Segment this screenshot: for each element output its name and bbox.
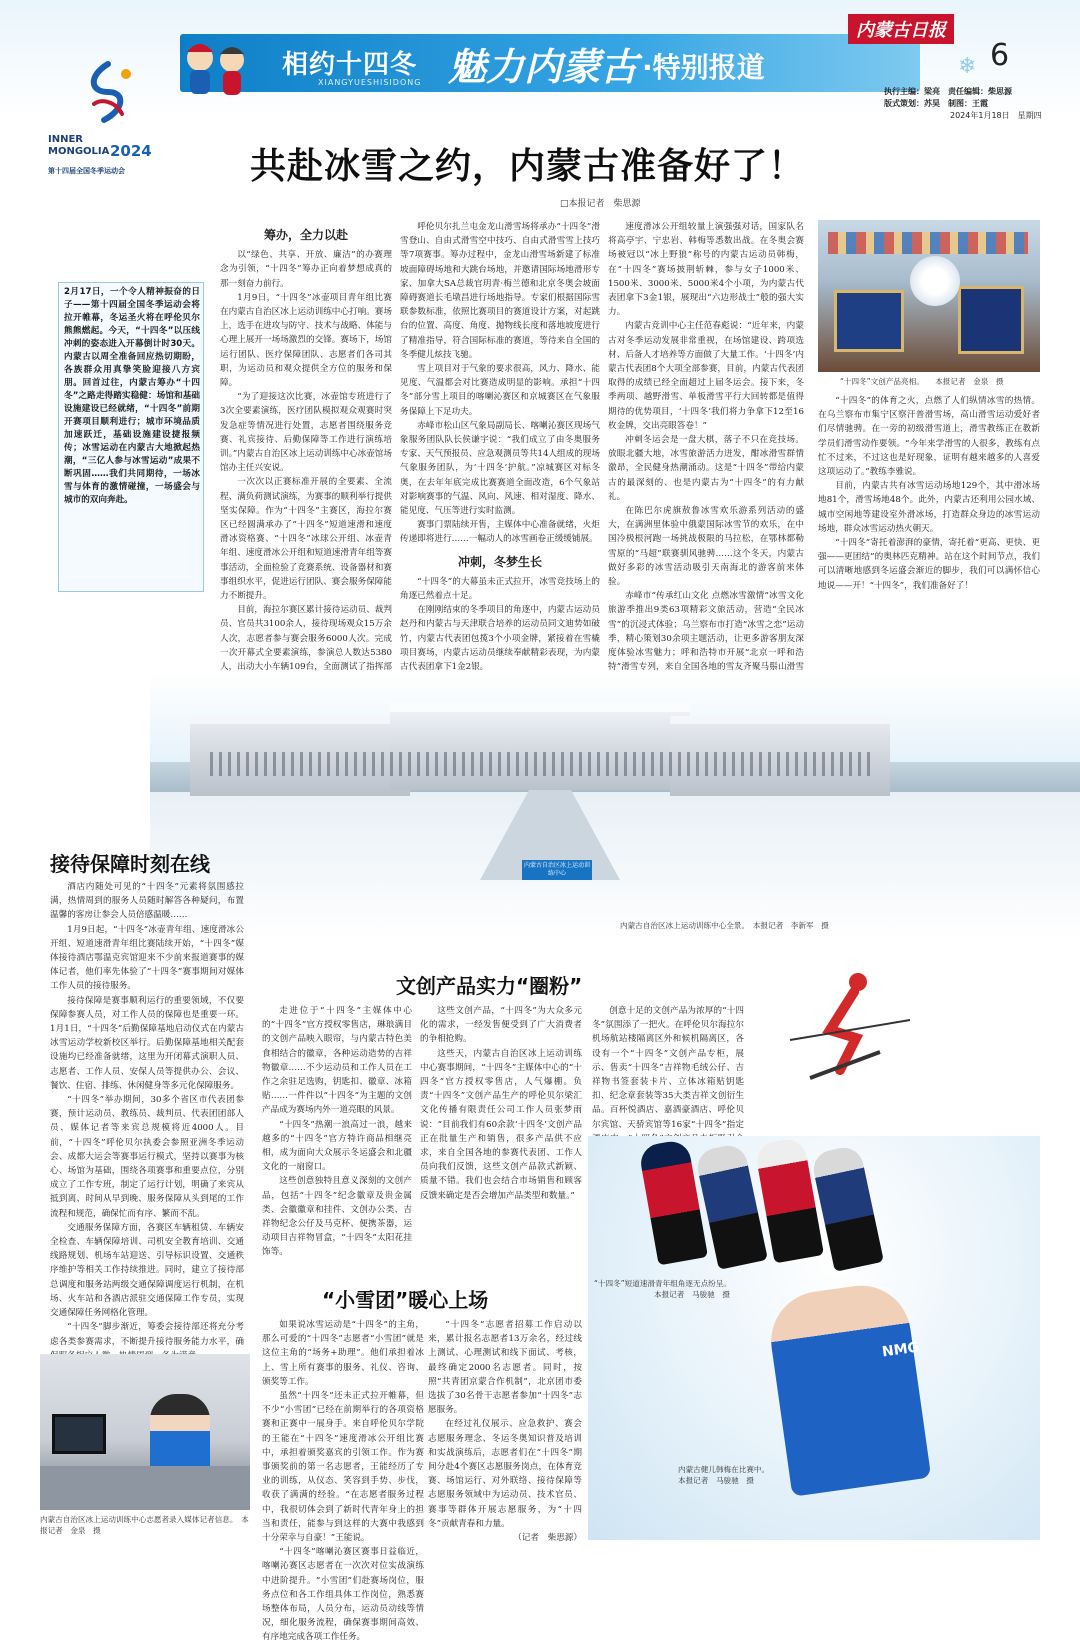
paragraph: 虽然“十四冬”还未正式拉开帷幕，但不少“小雪团”已经在前期举行的各项资格赛和正赛中一展身手。来自呼伦贝尔学院的王能在“十四冬”速度滑冰公开组比赛中，承担着颁奖嘉宾的引领工作。作为赛事颁奖前的第一名志愿者，王能经历了专业的训练，从仪态、笑容到手势、步伐，收获了满满的经验。“在志愿者服务过程中，我很切体会到了新时代青年身上的担当和责任，能参与到这样的大赛中我感到十分荣幸与自豪！”王能说。 <box>262 1391 424 1544</box>
paragraph: 雪上项目对于气象的要求很高，风力、降水、能见度、气温都会对比赛造成明显的影响。承担“十四冬”部分雪上项目的喀喇沁赛区和京城赛区在气象服务保障上下足功夫。 <box>400 364 600 417</box>
paragraph: 创意十足的文创产品为浓厚的“十四冬”氛围添了一把火。在呼伦贝尔海拉尔机场航站楼隔离区外和候机隔离区，各设有一个“十四冬”文创产品专柜，展示、售卖“十四冬”吉祥物毛绒公仔、吉祥物书签套装卡片、立体冰箱贴钥匙扣、纪念章套装等35大类吉祥文创衍生品。百杯悦酒店、嘉酒豪酒店、呼伦贝尔宾馆、天骄宾馆等16家“十四冬”指定 <box>592 1006 744 1130</box>
creative-column-2 <box>420 1004 582 1272</box>
snowflake-icon: ❄ <box>958 54 977 79</box>
volunteer-photo <box>40 1354 250 1510</box>
snowglobe-ornament <box>910 256 960 306</box>
skaters-credit-1: 本报记者 马骏驰 摄 <box>654 1290 730 1299</box>
main-byline: □本报记者 柴思源 <box>560 199 641 209</box>
paragraph: 目前，海拉尔赛区累计接待运动员、裁判员、官员共3100余人，接待现场观众15万余人次，志愿者参与赛会服务6000人次。完成一次开幕式全要素演练，参演总人数达5380人，出动大小车辆109台，全面测试了指挥部 <box>220 605 392 673</box>
paragraph: “十四冬”举办期间，30多个省区市代表团参赛，预计运动员、教练员、裁判员、代表团团部人员、媒体记者等来宾总规模将近4000人。目前，“十四冬”呼伦贝尔执委会参照亚洲冬季运动会、成都大运会等赛事运行模式，坚持以赛事为核心、场馆为基础，围绕各项赛事和重要点位，分别成立了工作专班，制定了运行计划，明确了来宾从抵到离、时间从早到晚、服务保障从头到尾的工作流程和规范，确保忙而有序、繁而不乱。 <box>50 1095 244 1219</box>
column-special: ·特别报道 <box>642 51 765 84</box>
paragraph: “十四冬”脚步渐近，筹委会接待部还将充分考虑各类参赛需求，不断提升接待服务能力水平，确 <box>50 1322 244 1347</box>
desk <box>40 1466 250 1510</box>
article-column-2 <box>400 220 600 673</box>
venue-caption: 内蒙古自治区冰上运动训练中心全景。 本报记者 李新军 摄 <box>620 921 829 930</box>
snow-title: “小雪团”暖心上场 <box>322 1288 489 1312</box>
paragraph: 在经过礼仪展示、应急救护、赛会志愿服务理念、冬运冬奥知识普及培训和实战演练后，志愿者们在“十四冬”期间分赴4个赛区志愿服务岗点，在体育竞赛、场馆运行、对外联络、接待保障等志愿服务领域中为运动员、技术官员、赛事等群体开展志愿服务，为“十四冬”贡献青春和力量。 <box>428 1419 582 1529</box>
logo-event-name: 第十四届全国冬季运动会 <box>48 167 125 175</box>
paragraph: 速度滑冰公开组较量上演强强对话，国家队名将高亭宇、宁忠岩、韩梅等悉数出战。在冬奥会赛场被冠以“冰上野狼”称号的内蒙古运动员韩梅，在“十四冬”赛场披荆斩棘，参与女子1000米、1500米、3000米、5000米4个小项，为内蒙古代表团拿下3金1银，展现出“六边形战士”般的强大实力。 <box>608 222 804 318</box>
snow-column-1 <box>262 1318 424 1643</box>
credits-design: 版式策划：苏昊 制图：王霞 <box>884 99 988 108</box>
skier-illustration <box>770 960 920 1100</box>
skater-suit-text: NMG <box>881 1339 921 1361</box>
service-title: 接待保障时刻在线 <box>50 852 210 876</box>
page-number: 6 <box>990 38 1010 73</box>
paragraph: 赛事门票陆续开售，主媒体中心准备就绪，火炬传递即将进行……一幅动人的冰雪画卷正缓缓铺展。 <box>400 520 600 545</box>
article-column-4 <box>818 394 1040 664</box>
service-text <box>50 880 244 1348</box>
mascot-illustration <box>180 38 252 98</box>
gift-box-right <box>958 286 1024 354</box>
skaters-caption-2: 内蒙古健儿韩梅在比赛中。 <box>678 1465 770 1474</box>
caption-box-1 <box>594 1278 794 1300</box>
paragraph: 这些文创产品，“十四冬”为大众多元化的需求，一经发售便受到了广大消费者的争相抢购。 <box>420 1006 582 1045</box>
souvenir-caption: “十四冬”文创产品亮相。 本报记者 金泉 摄 <box>840 377 1004 386</box>
credits-editors: 执行主编：梁亮 责任编辑：柴思源 <box>884 87 1012 96</box>
paragraph: 在陈巴尔虎旗敖鲁冰雪欢乐游系列活动的盛大，在满洲里体验中俄蒙国际冰雪节的欢乐，在中国冷极根河跑一场挑战极限的马拉松，在鄂林都勒雪原的“马超”联赛驯风驰骋……这个冬天，内蒙古做好多彩的冰雪活动吸引天南海北的游客前来体验。 <box>608 506 804 588</box>
paragraph: 冲刺冬运会是一盘大棋，落子不只在竞技场。放眼北疆大地，冰雪旅游活力迸发，酣冰滑雪群情激昂，全民健身热潮涌动。这是“十四冬”带给内蒙古的最深刻的、也是内蒙古为“十四冬”的有力献礼。 <box>608 435 804 502</box>
creative-title: 文创产品实力“圈粉” <box>396 974 583 998</box>
section-1-title: 筹办，全力以赴 <box>263 228 348 242</box>
paragraph: 以“绿色、共享、开放、廉洁”的办赛理念为引领，“十四冬”筹办正向着梦想成真的那一刻奋力前行。 <box>220 250 392 289</box>
paragraph: 交通服务保障方面，各赛区车辆租赁、车辆安全检查、车辆保障培训、司机安全教育培训、交通线路规划、机场车站迎送、引导标识设置、交通秩序维护等相关工作持续推进。同时，建立了接待部总调度和服务站两级交通保障调度运行机制，在机场、火车站和各酒店派驻交通保障工作专员，实现交通保障任务网格化管理。 <box>50 1222 244 1319</box>
paragraph: 内蒙古竞训中心主任范春彪说：“近年来，内蒙古对冬季运动发展非常重视，在场馆建设、跨项选材、后备人才培养等方面做了大量工作。‘十四冬’内蒙古代表团8个大项全部参赛，目前，内蒙古代表团取得的成绩已经全面超过上届冬运会。接下来，冬季两项、越野滑雪、单板滑雪平行大回转都是值得期待的优势项目，‘十四冬’我们将力争拿下12至16枚金牌，交出亮眼答卷！” <box>608 321 804 431</box>
mascot-icon <box>180 38 252 98</box>
main-headline: 共赴冰雪之约，内蒙古准备好了！ <box>250 146 806 187</box>
logo-text-inner: INNER <box>48 134 83 145</box>
volunteer-caption: 内蒙古自治区冰上运动训练中心志愿者录入媒体记者信息。 本报记者 金泉 摄 <box>40 1515 249 1535</box>
paragraph: 赤峰市松山区气象局副局长、喀喇沁赛区现场气象服务团队队长侯谦宇说：“我们成立了由冬奥服务专家、天气预报员、应急观测员等共14人组成的现场气象服务团队，为‘十四冬’护航。”凉城赛区对标冬奥，在去年年底完成比赛赛道全面改造，6个气象站对影响赛事的气温、风向、风速、相对湿度、降水、能见度、气压等进行实时监测。 <box>400 420 600 517</box>
venue-building-center <box>390 702 690 790</box>
paragraph: 呼伦贝尔扎兰屯金龙山滑雪场将承办“十四冬”滑雪登山、自由式滑雪空中技巧、自由式滑雪雪上技巧等7项赛事。筹办过程中，金龙山滑雪场新建了标准坡面障碍场地和大跳台场地，并邀请国际场地滑形专家、加拿大SA总裁官玥青·梅兰德和北京冬奥会坡面障碍赛道长毛墩昌进行场地指导。专家们根据国际雪联参数标准，依照比赛项目的赛道设计方案，对起跳台的位置、高度、角度、抛物线长度和落地坡度进行了精准指导，符合国际标准的赛道，等待来自全国的冬季健儿炫技飞驰。 <box>400 222 600 360</box>
paragraph: 赤峰市“传承红山文化 点燃冰雪激情”冰雪文化旅游季推出9类63项精彩文旅活动，营造“全民冰雪”的沉浸式体验；乌兰察布市打造“冰雪之恋”运动季，精心策划30余项主题活动，让更多游客朋友深度体验冰雪魅力；呼和浩特市开展“北京一呼和浩特”滑雪专列，来自全国各地的雪友齐聚马鬃山滑雪 <box>608 591 804 673</box>
paragraph: “十四冬”寄托着澎湃的豪情，寄托着“更高、更快、更强——更团结”的奥林匹克精神。站在这个时间节点，我们可以清晰地感到冬运盛会渐近的脚步，我们可以满怀信心地说——开！“十四冬”，我们准备好了！ <box>818 538 1040 591</box>
paragraph: “十四冬”志愿者招募工作启动以来，累计报名志愿者13万余名，经过线上测试、心理测试和线下面试、考核，最终确定2000名志愿者。同时，按照“共青团京蒙合作机制”，北京团市委选拔了30名骨干志愿者参加“十四冬”志愿服务。 <box>428 1320 582 1416</box>
paragraph: “十四冬”的体育之火，点燃了人们纵情冰雪的热情。在乌兰察布市集宁区察汗普滑雪场，高山滑雪运动爱好者们尽情驰骋。在一旁的初级滑雪道上，滑雪教练正在教新学员们滑雪动作要领。“今年来学滑雪的人很多，教练有点忙不过来，不过这也是好现象，证明有越来越多的人喜爱这项运动了。”教练李雅说。 <box>818 396 1040 478</box>
creative-column-1 <box>262 1004 412 1272</box>
column-title: 相约十四冬 <box>282 50 418 80</box>
column-pinyin: XIANGYUESHISIDONG <box>318 78 422 87</box>
paragraph: 1月9日，“十四冬”冰壶项目青年组比赛在内蒙古自治区冰上运动训练中心打响。赛场上，选手在进攻与防守、技术与战略、体能与心理上展开一场场激烈的交锋。赛场下，场馆运行团队、医疗保障团队、志愿者们各司其职，为运动员和观众提供全方位的服务和保障。 <box>220 292 392 389</box>
paragraph: “为了迎接这次比赛，冰壶馆专班进行了3次全要素演练，医疗团队模拟观众观赛时突发急症等情况进行处置，志愿者围绕服务竞赛、礼宾接待、后勤保障等工作进行演练培训。”内蒙古自治区冰上运动训练中心冰壶馆场馆办主任兴安说。 <box>220 392 392 474</box>
caption-box-2 <box>678 1464 898 1486</box>
column-subtitle: 魅力内蒙古 <box>448 44 639 89</box>
games-logo <box>38 58 178 158</box>
paragraph: 接待保障是赛事顺利运行的重要领域，不仅要保障参赛人员，对工作人员的保障也是重要一环。1月1日，“十四冬”后勤保障基地启动仪式在内蒙古冰雪运动学校新校区举行。后勤保障基地相关配套设施均已经准备就绪，这里为开闭幕式演职人员、志愿者、工作人员、安保人员等提供办公、会议、餐饮、住宿、排练、休闲健身等多元化保障服务。 <box>50 995 244 1091</box>
skaters-photo <box>588 1136 1040 1540</box>
paragraph: 这些创意独特且意义深刻的文创产品，包括“十四冬”纪念徽章及贵金属类、会徽徽章和挂件、文创办公类、吉祥物纪念公仔及马克杯、便携茶器，运动项目吉祥物冒盒，“十四冬”太阳花挂饰等。 <box>262 1176 412 1258</box>
paragraph: 走进位于“十四冬”主媒体中心的“十四冬”官方授权零售店，琳琅满目的文创产品映入眼帘，与内蒙古特色美食相结合的徽章，各种运动造势的吉祥物徽章……不少运动员和工作人员在工作之余驻足选购，钥匙扣、徽章、冰箱贴……一件件以“十四冬”为主题的文创产品成为赛场内外一道亮眼的风景。 <box>262 1006 412 1116</box>
logo-text-mongolia: MONGOLIA <box>48 146 110 157</box>
venue-panorama <box>150 672 1080 942</box>
paragraph: 在刚刚结束的冬季项目的角逐中，内蒙古运动员赵丹和内蒙古与天津联合培养的运动员同文迪势如破竹，内蒙古代表团包揽3个小项金牌，紧接着在雪橇项目赛场，内蒙古运动员继续奉献精彩表现，为内蒙古代表团拿下1金2银。 <box>400 605 600 673</box>
skier-icon <box>770 960 920 1100</box>
logo-year: 2024 <box>110 142 152 160</box>
gift-box-left <box>834 290 904 352</box>
paragraph: 目前，内蒙古共有冰雪运动场地129个，其中滑冰场地81个，滑雪场地48个。此外，内蒙古还利用公园水域、城市空闲地等建设室外滑冰场，打造群众身边的冰雪运动场地，群众冰雪运动热火朝天。 <box>818 481 1040 534</box>
article-column-1 <box>220 226 392 673</box>
section-2-title: 冲刺，冬梦生长 <box>457 554 542 569</box>
skater-1 <box>638 1139 708 1266</box>
paragraph: “十四冬”喀喇沁赛区赛事日益临近，喀喇沁赛区志愿者在一次次对位实战演练中进阶提升。“小雪团”们赴赛场岗位，服务点位和各工作组具体工作岗位，熟悉赛场整体布局，人员分布，运动员动线等情况，细化服务流程，确保赛事期间高效、有序地完成各项工作任务。 <box>262 1547 424 1643</box>
paper-name: 内蒙古日报 <box>848 14 954 44</box>
skaters-caption-1: “十四冬”短道速滑青年组角逐无点纷呈。 <box>594 1279 731 1288</box>
snow-sign: （记者 柴思源） <box>513 1533 582 1544</box>
paragraph: 酒店内随处可见的“十四冬”元素将氛围感拉满，热情周到的服务人员随时解答各种疑问，布置温馨的客房让参会人员倍感温暖…… <box>50 882 244 921</box>
lead-text: 2月17日，一个令人精神振奋的日子——第十四届全国冬季运动会将拉开帷幕，冬运圣火将在呼伦贝尔熊熊燃起。今天，“十四冬”以压线冲刺的姿态进入开幕倒计时30天。内蒙古以周全准备回应热切期盼，各族群众用真挚笑脸迎接八方宾朋。回首过往，内蒙古筹办“十四冬”之路走得踏实稳健：场馆和基础设施建设已经就绪，“十四冬”前期开赛项目顺利进行；城市环境品质加速跃迁，基础设施建设捷报频传；冰雪运动在内蒙古大地掀起热潮，“三亿人参与冰雪运动”成果不断巩固……我们共同期待，一场冰雪与体育的激情碰撞，一场盛会与城市的双向奔赴。 <box>64 287 200 505</box>
games-emblem-icon <box>68 58 148 138</box>
issue-date: 2024年1月18日 星期四 <box>950 111 1042 120</box>
paragraph: 这些天，内蒙古自治区冰上运动训练中心赛事期间，“十四冬”主媒体中心的“十四冬”官方授权零售店，人气爆棚。负责“十四冬”文创产品生产的呼伦贝尔梁汇文化传播有限责任公司工作人员张梦雨说：“目前我们有60余款‘十四冬’文创产品正在批量生产和销售，很多产品供不应求，来自全国各地的参赛代表团、工作人员向我们反馈，这些文创产品款式新颖、质量不错。我们也会结合市场销售和顾客反馈来确定是否会增加产品类型和数量。” <box>420 1048 582 1201</box>
venue-windows <box>210 752 870 776</box>
paragraph: 一次次以正赛标准开展的全要素、全流程、满负荷测试演练，为赛事的顺利举行提供坚实保障。作为“十四冬”主赛区，海拉尔赛区已经圆满承办了“十四冬”短道速滑和速度滑冰资格赛、“十四冬”冰球公开组、冰壶青年组、速度滑冰公开组和短道速滑青年组等赛事活动，全面检验了竞赛系统、设备器材和赛事组织水平，促进运行团队、赛会服务保障能力不断提升。 <box>220 477 392 602</box>
article-column-3 <box>608 220 804 673</box>
monitor <box>52 1414 106 1454</box>
venue-sign-board: 内蒙古自治区冰上运动训练中心 <box>522 860 592 880</box>
souvenir-photo <box>818 220 1040 372</box>
paragraph: “十四冬”热潮一浪高过一浪，越来越多的“十四冬”官方特许商品相继亮相，成为面向大众展示冬运盛会和北疆文化的一扇窗口。 <box>262 1119 412 1173</box>
snow-column-2 <box>428 1318 582 1544</box>
skaters-credit-2: 本报记者 马骏驰 摄 <box>678 1476 754 1485</box>
paragraph: “十四冬”的大幕虽未正式拉开，冰雪竞技场上的角逐已然着点十足。 <box>400 576 600 602</box>
paragraph: 如果说冰雪运动是“十四冬”的主角，那么可爱的“十四冬”志愿者“小雪团”就是这位主角的“场务+助理”。他们承担着冰上、雪上所有赛事的服务、礼仪、咨询、颁奖等工作。 <box>262 1320 424 1387</box>
paragraph: 1月9日起，“十四冬”冰壶青年组、速度滑冰公开组、短道速滑青年组比赛陆续开始，“十四冬”媒体接待酒店鄂温克宾馆迎来不少前来报道赛事的媒体记者，他们率先体验了“十四冬”赛事期间对媒体工作人员的接待服务。 <box>50 924 244 992</box>
figurine-row <box>828 232 1028 254</box>
